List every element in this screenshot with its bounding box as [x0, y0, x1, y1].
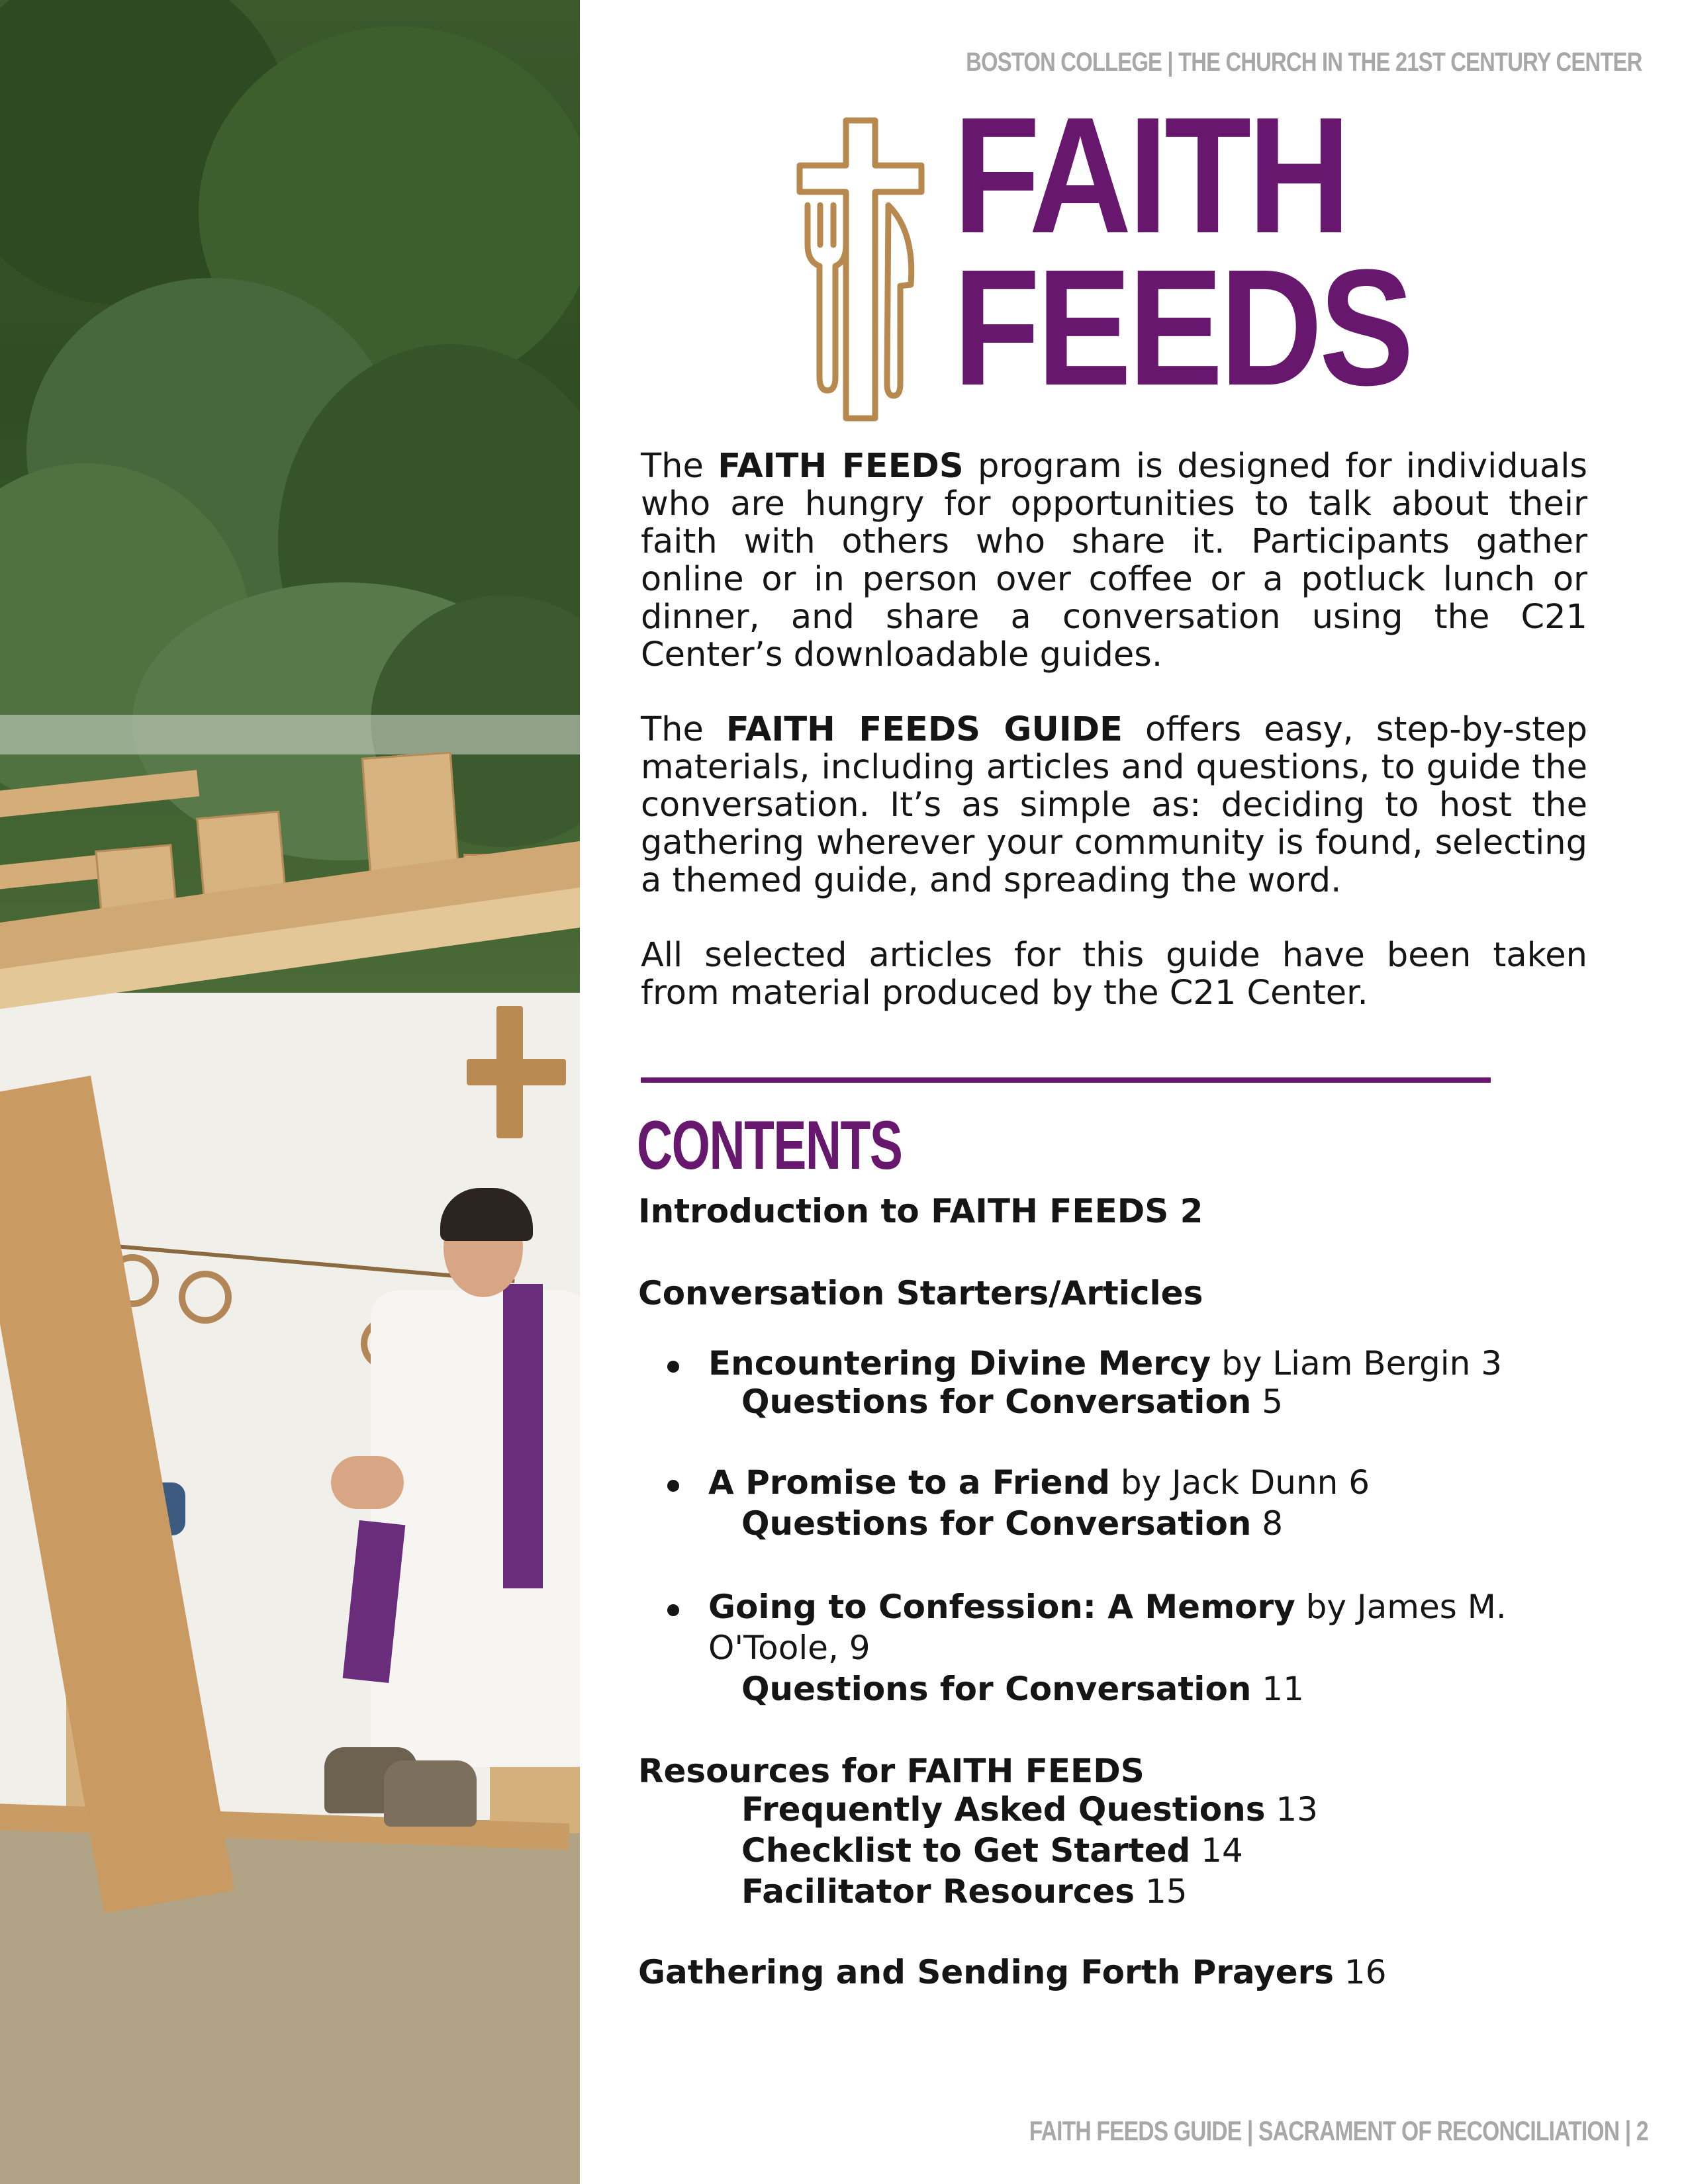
toc-page: 15 [1135, 1872, 1188, 1911]
cover-photo [0, 0, 580, 2184]
toc-label: Going to Confession: A Memory [708, 1588, 1295, 1626]
toc-item-article-2[interactable] [708, 1463, 1370, 1502]
running-footer: FAITH FEEDS GUIDE | SACRAMENT OF RECONCILIATION | 2 [1029, 2115, 1648, 2146]
priest-boot [384, 1760, 477, 1827]
toc-item-introduction[interactable] [638, 1191, 1203, 1231]
toc-page: 16 [1334, 1953, 1387, 1991]
toc-page: 8 [1251, 1504, 1284, 1543]
bullet-icon [667, 1361, 679, 1373]
sky-gap [0, 715, 580, 754]
logo-line-1: FAITH [953, 83, 1348, 267]
toc-label: Frequently Asked Questions [741, 1790, 1266, 1829]
toc-item-article-3[interactable] [708, 1587, 1507, 1627]
toc-page: 14 [1190, 1831, 1243, 1870]
toc-label: Facilitator Resources [741, 1872, 1135, 1911]
toc-label: A Promise to a Friend [708, 1463, 1110, 1502]
toc-item-prayers[interactable] [638, 1952, 1387, 1992]
toc-item-article-1[interactable] [708, 1343, 1502, 1383]
toc-label: Questions for Conversation [741, 1383, 1252, 1421]
text-run: program is designed for individuals who are hungry for opportunities to talk about their faith with others who share it. Participants gather online or in person over coffee or a potluck lunch or dinner, and share a conversation using the C21 Center’s downloadable guides. [641, 447, 1587, 674]
intro-text [641, 447, 1587, 1049]
toc-section-articles [638, 1273, 1203, 1313]
toc-label: Introduction to FAITH FEEDS 2 [638, 1192, 1203, 1230]
intro-paragraph-1 [641, 447, 1587, 674]
intro-paragraph-2 [641, 711, 1587, 899]
toc-section-resources [638, 1751, 1145, 1791]
toc-label: Conversation Starters/Articles [638, 1274, 1203, 1312]
toc-item-questions-2[interactable] [741, 1504, 1283, 1543]
faith-feeds-logo [953, 83, 1411, 420]
logo-line-2: FEEDS [953, 235, 1411, 420]
toc-item-questions-1[interactable] [741, 1382, 1283, 1422]
text-run: offers easy, step-by-step materials, including articles and questions, to guide the conversation. It’s as simple as: deciding to host the gathering wherever your community is found, selecting a themed guide, and spreading the word. [641, 710, 1587, 900]
text-run: The [641, 710, 726, 749]
toc-label: Resources for FAITH FEEDS [638, 1752, 1145, 1790]
toc-label: Gathering and Sending Forth Prayers [638, 1953, 1335, 1991]
purple-stole [503, 1284, 543, 1588]
cross-fork-knife-icon [794, 113, 927, 424]
text-run: The [641, 447, 718, 486]
wooden-cross [467, 1059, 566, 1085]
ground [0, 1820, 580, 2184]
roof-slat [0, 854, 107, 891]
toc-label: Questions for Conversation [741, 1504, 1252, 1543]
program-name: FAITH FEEDS [718, 447, 964, 486]
toc-item-facilitator[interactable] [741, 1872, 1188, 1911]
contents-heading: CONTENTS [637, 1107, 902, 1184]
toc-page: 11 [1251, 1670, 1304, 1708]
toc-label: Encountering Divine Mercy [708, 1344, 1211, 1383]
toc-byline: by James M. [1295, 1588, 1507, 1626]
section-divider [641, 1077, 1491, 1083]
toc-item-article-3-byline [708, 1628, 870, 1668]
toc-item-faq[interactable] [741, 1790, 1318, 1829]
bullet-icon [667, 1480, 679, 1492]
toc-label: Questions for Conversation [741, 1670, 1252, 1708]
bullet-icon [667, 1604, 679, 1616]
intro-paragraph-3: All selected articles for this guide have been taken from material produced by the C21 Center. [641, 936, 1587, 1013]
toc-page: 5 [1251, 1383, 1284, 1421]
toc-label: Checklist to Get Started [741, 1831, 1191, 1870]
toc-item-questions-3[interactable] [741, 1669, 1304, 1709]
toc-item-checklist[interactable] [741, 1831, 1243, 1870]
toc-byline: O'Toole, 9 [708, 1629, 870, 1667]
toc-page: 13 [1265, 1790, 1318, 1829]
rope-ring [179, 1271, 232, 1324]
toc-byline: by Liam Bergin 3 [1211, 1344, 1503, 1383]
guide-name: FAITH FEEDS GUIDE [726, 710, 1123, 749]
running-header: BOSTON COLLEGE | THE CHURCH IN THE 21ST CENTURY CENTER [965, 48, 1642, 77]
toc-byline: by Jack Dunn 6 [1109, 1463, 1370, 1502]
priest-hands [331, 1456, 404, 1509]
